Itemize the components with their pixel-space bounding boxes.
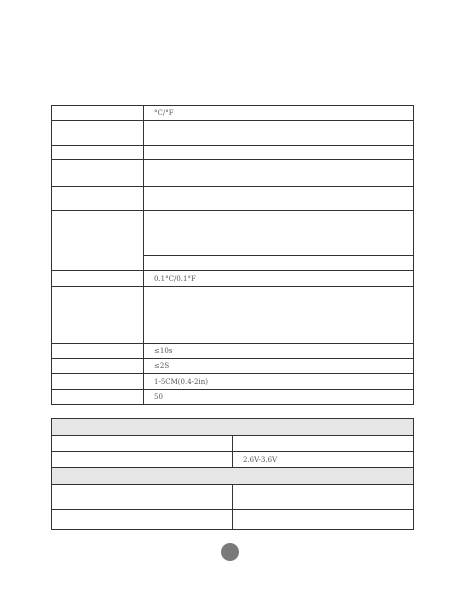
spec-label [52, 287, 144, 344]
specifications-table [51, 105, 414, 405]
section-header [52, 468, 414, 485]
spec-label [52, 359, 144, 374]
table-row [52, 187, 414, 211]
spec-value [144, 187, 414, 211]
spec-value [144, 146, 414, 160]
temperature-unit-value: °C/°F [144, 106, 414, 121]
section-header-row [52, 468, 414, 485]
spec-value [144, 287, 414, 344]
spec-label [52, 452, 233, 468]
spec-value [233, 436, 414, 452]
section-header [52, 419, 414, 436]
spec-label [52, 187, 144, 211]
spec-label [52, 485, 233, 510]
table-row [52, 436, 414, 452]
spec-label [52, 146, 144, 160]
table-row [52, 344, 414, 359]
table-row [52, 510, 414, 530]
spec-value [144, 160, 414, 187]
table-row [52, 359, 414, 374]
spec-label [52, 374, 144, 390]
power-specifications-table [51, 418, 414, 530]
table-row [52, 374, 414, 390]
spec-label [52, 160, 144, 187]
spec-value [144, 211, 414, 256]
table-row [52, 146, 414, 160]
table-row [52, 287, 414, 344]
voltage-value: 2.6V-3.6V [233, 452, 414, 468]
spec-value [233, 510, 414, 530]
page-number-dot [221, 543, 239, 561]
spec-label [52, 436, 233, 452]
table-row [52, 390, 414, 405]
table-row [52, 121, 414, 146]
spec-label [52, 211, 144, 271]
spec-value: ≤2S [144, 359, 414, 374]
section-header-row [52, 419, 414, 436]
measuring-distance-value: 1-5CM(0.4-2in) [144, 374, 414, 390]
spec-label [52, 510, 233, 530]
table-row [52, 211, 414, 256]
spec-value: ≤10s [144, 344, 414, 359]
spec-label [52, 271, 144, 287]
spec-label [52, 106, 144, 121]
spec-label [52, 390, 144, 405]
table-row [52, 271, 414, 287]
spec-value [144, 256, 414, 271]
spec-value [144, 121, 414, 146]
table-row [52, 106, 414, 121]
spec-value [233, 485, 414, 510]
spec-label [52, 121, 144, 146]
table-row [52, 452, 414, 468]
spec-label [52, 344, 144, 359]
spec-value: 50 [144, 390, 414, 405]
table-row [52, 485, 414, 510]
resolution-value: 0.1°C/0.1°F [144, 271, 414, 287]
table-row [52, 160, 414, 187]
